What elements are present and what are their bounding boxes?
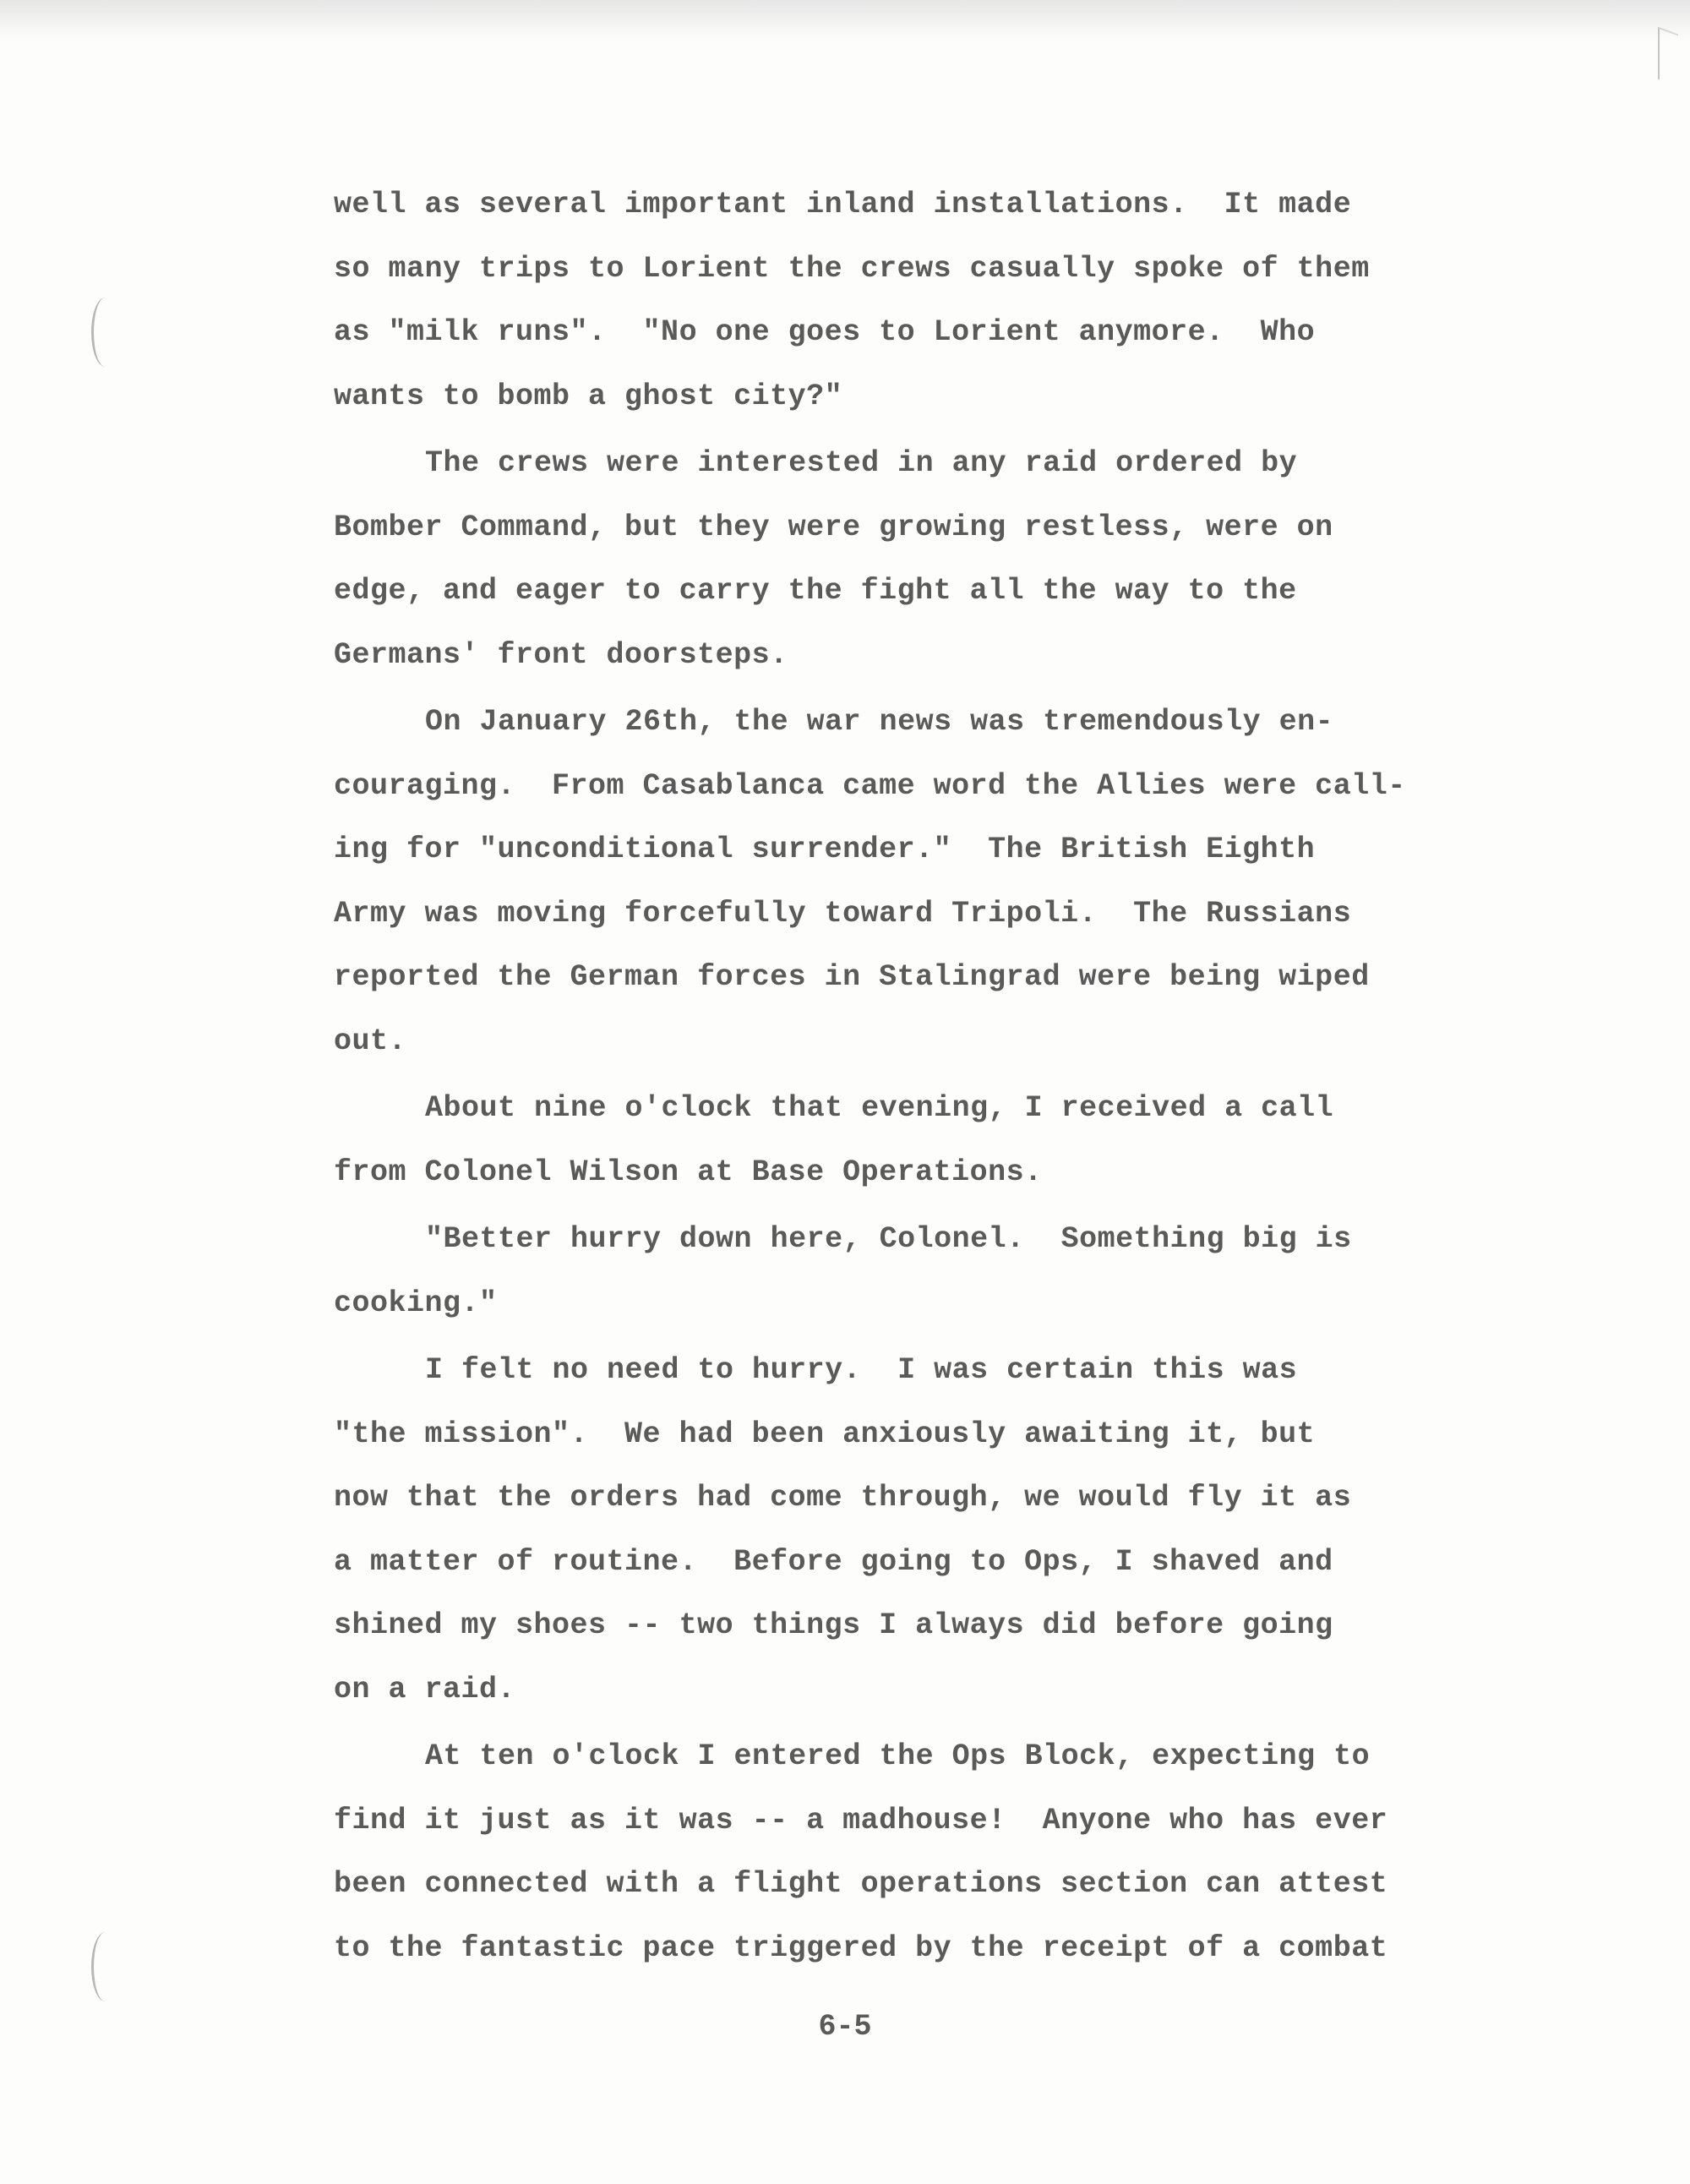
body-line: to the fantastic pace triggered by the receipt of a combat (334, 1930, 1388, 1965)
body-line: The crews were interested in any raid ordered by (425, 446, 1298, 480)
page-number: 6-5 (818, 2010, 872, 2044)
body-line: a matter of routine. Before going to Ops, I shaved and (334, 1544, 1333, 1579)
typewritten-body (334, 173, 1500, 1980)
body-line: shined my shoes -- two things I always did before going (334, 1608, 1333, 1642)
body-line: out. (334, 1024, 407, 1058)
binder-hole-mark-top (91, 298, 119, 367)
body-line: Bomber Command, but they were growing restless, were on (334, 510, 1333, 544)
body-line: on a raid. (334, 1672, 516, 1706)
body-line: been connected with a flight operations section can attest (334, 1867, 1388, 1901)
body-line: edge, and eager to carry the fight all the way to the (334, 574, 1297, 608)
body-line: wants to bomb a ghost city?" (334, 379, 843, 413)
body-line: "Better hurry down here, Colonel. Something big is (425, 1222, 1352, 1256)
body-line: Army was moving forcefully toward Tripoli. The Russians (334, 896, 1352, 931)
body-line: cooking." (334, 1286, 498, 1320)
page-corner-fold (1658, 27, 1678, 87)
body-line: Germans' front doorsteps. (334, 637, 788, 672)
body-line: On January 26th, the war news was tremendously en- (425, 705, 1334, 739)
body-line: now that the orders had come through, we would fly it as (334, 1481, 1352, 1515)
body-line: so many trips to Lorient the crews casually spoke of them (334, 251, 1370, 286)
body-line: find it just as it was -- a madhouse! Anyone who has ever (334, 1803, 1388, 1837)
scan-top-edge (0, 0, 1690, 41)
body-line: reported the German forces in Stalingrad were being wiped (334, 960, 1370, 994)
body-line: couraging. From Casablanca came word the Allies were call- (334, 768, 1406, 803)
body-line: ing for "unconditional surrender." The British Eighth (334, 833, 1316, 866)
body-line: from Colonel Wilson at Base Operations. (334, 1155, 1043, 1189)
binder-hole-mark-bottom (91, 1932, 119, 2001)
body-line: as "milk runs". "No one goes to Lorient anymore. Who (334, 315, 1316, 349)
body-line: well as several important inland installations. It made (334, 188, 1352, 221)
body-line: I felt no need to hurry. I was certain this was (425, 1353, 1298, 1387)
body-line: At ten o'clock I entered the Ops Block, expecting to (425, 1739, 1371, 1773)
body-line: "the mission". We had been anxiously awaiting it, but (334, 1417, 1316, 1451)
body-line: About nine o'clock that evening, I received a call (425, 1091, 1334, 1125)
